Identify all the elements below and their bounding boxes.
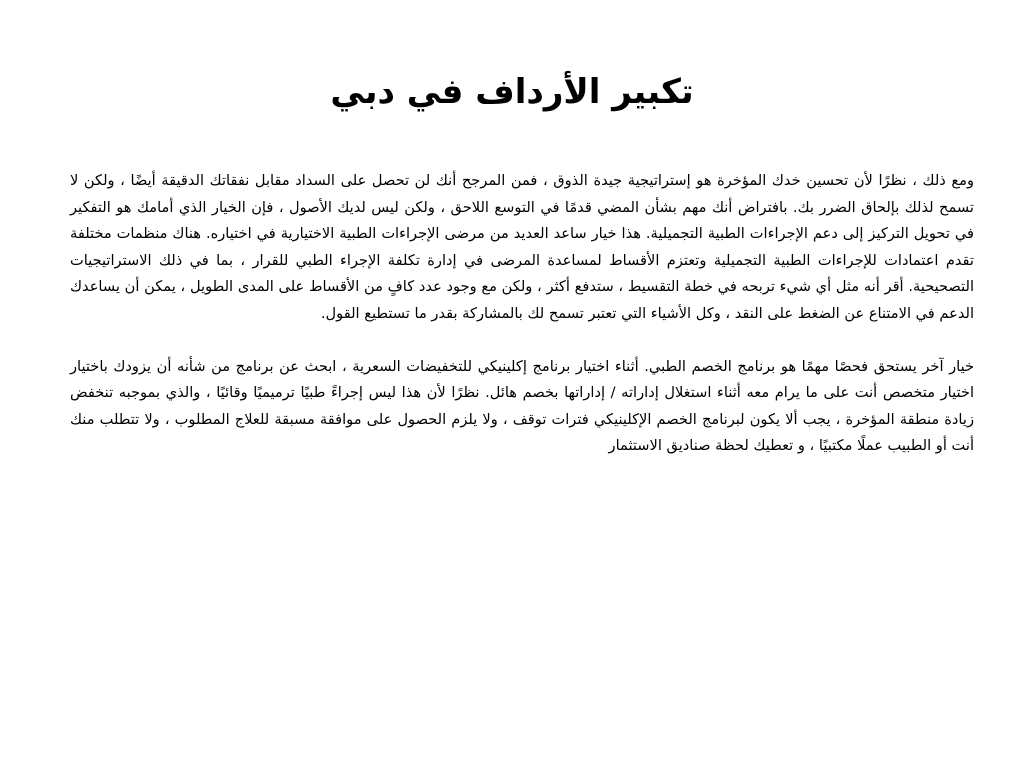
body-paragraph-2: خيار آخر يستحق فحصًا مهمًا هو برنامج الخصم الطبي. أثناء اختيار برنامج إكلينيكي للتخفيضات السعرية ، ابحث عن برنامج من شأنه أن يزودك باختيار اختيار متخصص أنت على ما يرام معه أثناء استغلال إداراته / إداراتها بخصم هائل. نظرًا لأن هذا ليس إجراءً طبيًا ترميميًا وقائيًا ، والذي بموجبه تنخفض زيادة منطقة المؤخرة ، يجب ألا يكون لبرنامج الخصم الإكلينيكي فترات توقف ، ولا يلزم الحصول على موافقة مسبقة للعلاج المطلوب ، ولا تتطلب منك أنت أو الطبيب عملًا مكتبيًا ، و تعطيك لحظة صناديق الاستثمار bbox=[70, 357, 974, 455]
slide-body bbox=[70, 168, 974, 460]
body-paragraph-1: ومع ذلك ، نظرًا لأن تحسين خدك المؤخرة هو إستراتيجية جيدة الذوق ، فمن المرجح أنك لن تحصل على السداد مقابل نفقاتك الدقيقة أيضًا ، ولكن لا تسمح لذلك بإلحاق الضرر بك. بافتراض أنك مهم بشأن المضي قدمًا في التوسع اللاحق ، ولكن ليس لديك الأصول ، فإن الخيار الذي أمامك هو التفكير في تحويل التركيز إلى دعم الإجراءات الطبية التجميلية. هذا خيار ساعد العديد من مرضى الإجراءات الطبية الاختيارية في اختياره. هناك منظمات مختلفة تقدم اعتمادات للإجراءات الطبية التجميلية وتعتزم الأقساط لمساعدة المرضى في إدارة تكلفة الإجراء الطبي للقرار ، بما في ذلك الاستراتيجيات التصحيحية. أقر أنه مثل أي شيء تربحه في خطة التقسيط ، ستدفع أكثر ، ولكن مع وجود عدد كافٍ من الأقساط على المدى الطويل ، يمكن أن يساعدك الدعم في الامتناع عن الضغط على النقد ، وكل الأشياء التي تعتبر تسمح لك بالمشاركة بقدر ما تستطيع القول. bbox=[70, 172, 974, 322]
slide-title: تكبير الأرداف في دبي bbox=[330, 72, 694, 112]
